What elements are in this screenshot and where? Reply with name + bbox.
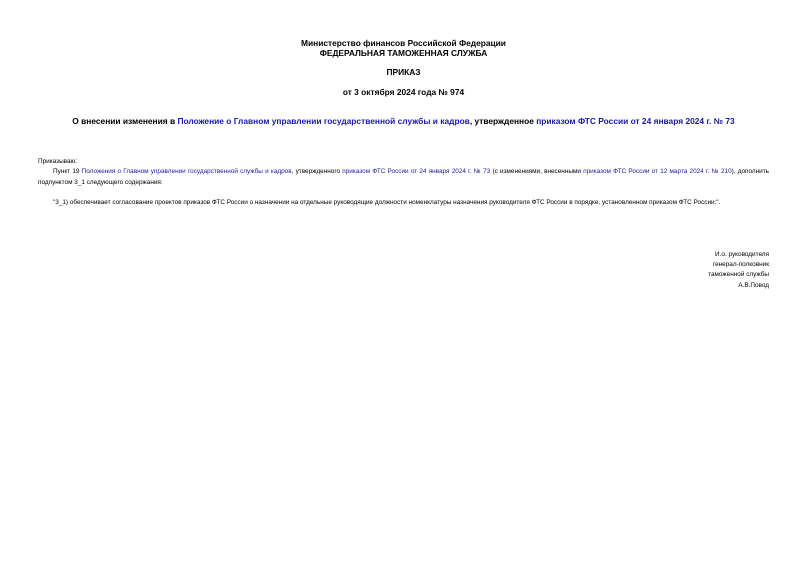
paragraph-new-subclause: "3_1) обеспечивает согласование проектов приказов ФТС России о назначении на отдельные руководящие должности номенклатуры назначения руководителя ФТС России в порядке, установленном приказом ФТС России;". (53, 199, 721, 206)
para1-link-regulation[interactable]: Положения о Главном управлении государственной службы и кадров (81, 168, 292, 175)
para1-end: ), дополнить подпунктом 3_1 следующего содержания: (38, 168, 770, 186)
title-middle: , утвержденное (469, 116, 537, 126)
paragraph-amendment (38, 167, 769, 188)
document-type: ПРИКАЗ (386, 67, 421, 77)
signature-line-1: И.о. руководителя (715, 251, 769, 258)
para1-mid2: (с изменениями, внесенными (490, 168, 584, 175)
title-link-regulation[interactable]: Положение о Главном управлении государственной службы и кадров (177, 116, 470, 126)
intro-text: Приказываю: (38, 158, 78, 165)
title-prefix: О внесении изменения в (72, 116, 178, 126)
ministry-name: Министерство финансов Российской Федерации (301, 38, 506, 48)
para1-mid1: , утвержденного (291, 168, 343, 175)
title-link-order[interactable]: приказом ФТС России от 24 января 2024 г. № 73 (536, 116, 735, 126)
para1-link-order-210[interactable]: приказом ФТС России от 12 марта 2024 г. № 210 (583, 168, 732, 175)
signature-name: А.В.Повод (738, 281, 769, 289)
document-title (20, 116, 787, 126)
signature-line-3: таможенной службы (708, 271, 769, 279)
signature-block (708, 250, 769, 291)
document-date-number: от 3 октября 2024 года № 974 (342, 87, 465, 97)
para1-start: Пункт 19 (53, 168, 82, 175)
signature-line-2: генерал-полковник (712, 261, 769, 269)
service-name: ФЕДЕРАЛЬНАЯ ТАМОЖЕННАЯ СЛУЖБА (319, 48, 488, 58)
para1-link-order-73[interactable]: приказом ФТС России от 24 января 2024 г. № 73 (342, 168, 491, 175)
